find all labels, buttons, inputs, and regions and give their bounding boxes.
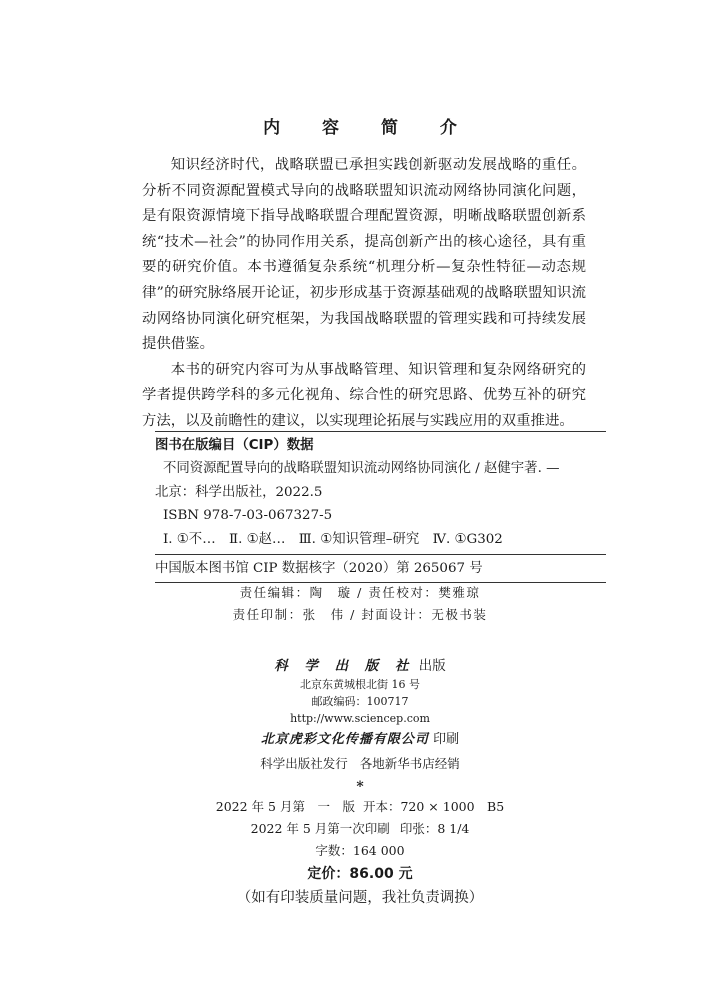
distributor: 各地新华书店经销 [359, 756, 460, 771]
sheets: 印张：8 1/4 [399, 821, 470, 836]
word-count: 字数：164 000 [315, 843, 405, 858]
cip-isbn: ISBN 978-7-03-067327-5 [163, 508, 333, 524]
cip-block [155, 431, 606, 583]
distribution-line [0, 752, 720, 776]
book-summary [142, 153, 586, 435]
separator-star: * [356, 779, 364, 795]
edition: 2022 年 5 月第 一 版 [215, 799, 355, 814]
printing: 2022 年 5 月第一次印刷 [250, 821, 390, 836]
summary-paragraph-2: 本书的研究内容可为从事战略管理、知识管理和复杂网络研究的学者提供跨学科的多元化视角、综合性的研究思路、优势互补的研究方法，以及前瞻性的建议，以实现理论拓展与实践应用的双重推进。 [142, 361, 586, 429]
cip-classification: Ⅰ. ①不… Ⅱ. ①赵… Ⅲ. ①知识管理–研究 Ⅳ. ①G302 [163, 531, 503, 547]
price: 定价：86.00 元 [307, 866, 413, 882]
cip-publisher-line: 北京：科学出版社，2022.5 [155, 484, 323, 500]
cip-heading: 图书在版编目（CIP）数据 [155, 438, 314, 453]
printer-line [0, 730, 720, 750]
quality-notice: （如有印装质量问题，我社负责调换） [236, 890, 484, 906]
credits-editor-line: 责任编辑：陶 璇 / 责任校对：樊雅琼 [239, 585, 481, 600]
cip-title-line: 不同资源配置导向的战略联盟知识流动网络协同演化 / 赵健宇著. — [163, 461, 560, 477]
page-title: 内 容 简 介 [263, 118, 475, 138]
summary-paragraph-1: 知识经济时代，战略联盟已承担实践创新驱动发展战略的重任。分析不同资源配置模式导向的战略联盟知识流动网络协同演化问题，是有限资源情境下指导战略联盟合理配置资源，明晰战略联盟创新系统“技术—社会”的协同作用关系，提高创新产出的核心途径，具有重要的研究价值。本书遵循复杂系统“机理分析—复杂性特征—动态规律”的研究脉络展开论证，初步形成基于资源基础观的战略联盟知识流动网络协同演化研究框架，为我国战略联盟的管理实践和可持续发展提供借鉴。 [142, 157, 586, 353]
publisher-name: 科 学 出 版 社 [274, 658, 415, 674]
publisher-postcode: 邮政编码：100717 [311, 695, 409, 708]
editorial-credits [0, 582, 720, 626]
publish-suffix: 出版 [418, 658, 446, 674]
imprint-block [0, 656, 720, 910]
edition-line [0, 796, 720, 818]
print-suffix: 印刷 [433, 732, 460, 747]
format: 开本：720 × 1000 B5 [362, 799, 505, 814]
issuer: 科学出版社发行 [260, 756, 348, 771]
cip-catalog-number: 中国版本图书馆 CIP 数据核字（2020）第 265067 号 [155, 561, 483, 577]
publisher-line [0, 656, 720, 676]
publisher-address: 北京东黄城根北街 16 号 [300, 678, 420, 691]
publisher-website: http://www.sciencep.com [290, 712, 430, 725]
printer-name: 北京虎彩文化传播有限公司 [260, 732, 429, 747]
printing-line [0, 818, 720, 840]
cip-divider [155, 554, 606, 555]
credits-printing-line: 责任印制：张 伟 / 封面设计：无极书装 [232, 607, 488, 622]
